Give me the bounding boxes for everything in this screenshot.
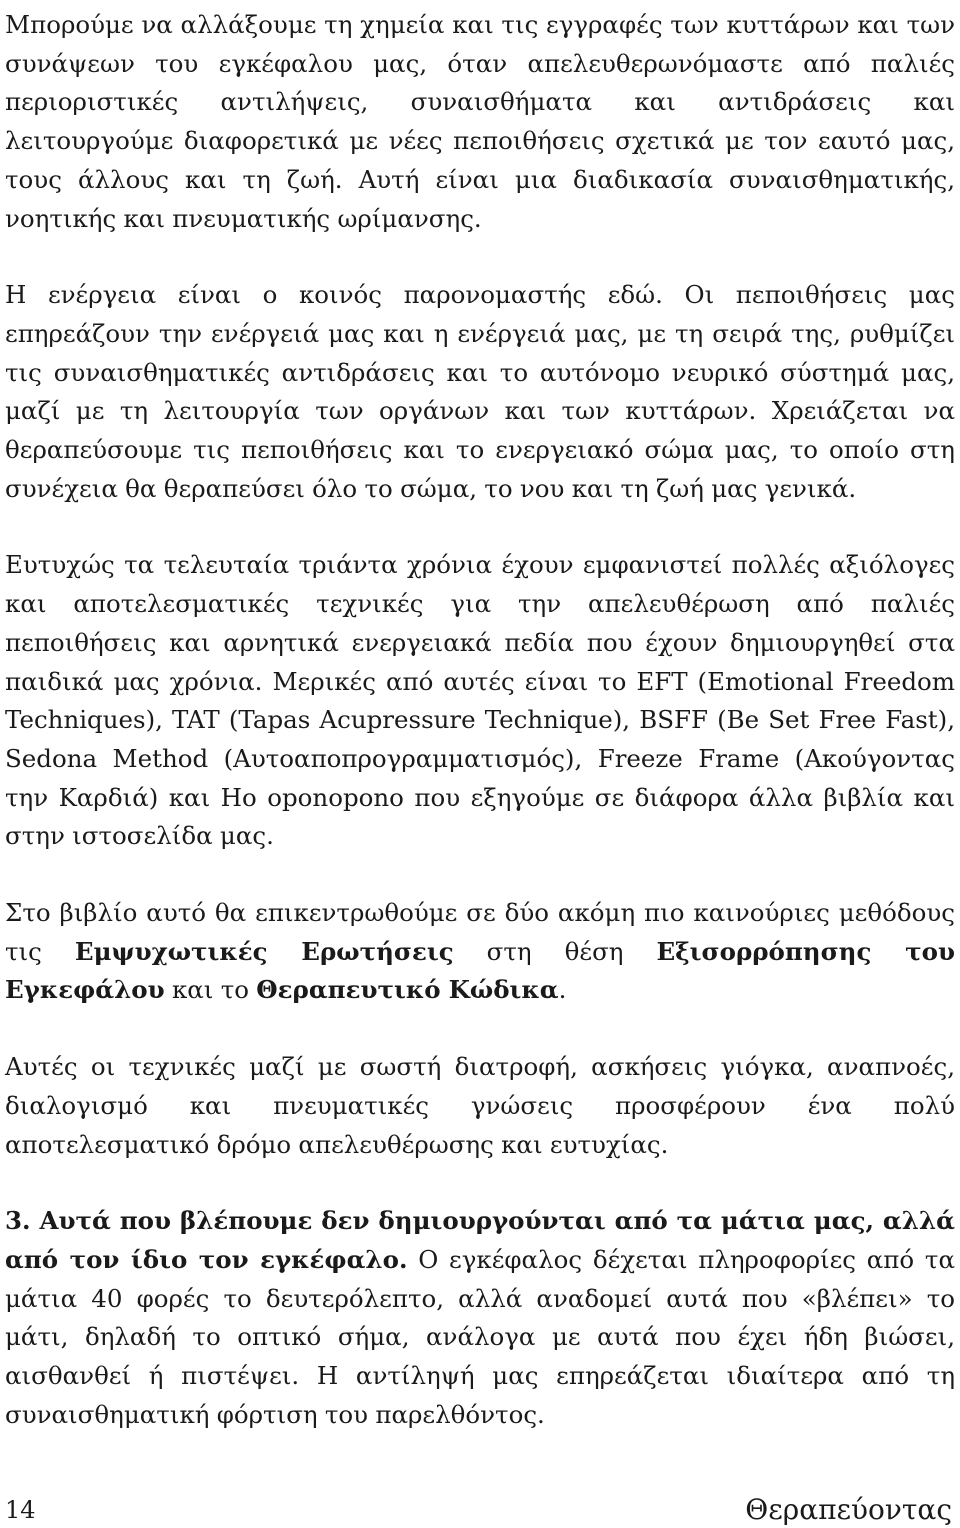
paragraph-6-text: Ο εγκέφαλος δέχεται πληροφορίες από τα μάτια 40 φορές το δευτερόλεπτο, αλλά αναδομεί αυτά που «βλέπει» το μάτι, δηλαδή το οπτικό σήμα, ανάλογα με αυτά που έχει ήδη βιώσει, αισθανθεί ή πιστέψει. Η αντίληψή μας επηρεάζεται ιδιαίτερα από τη συναισθηματική φόρτιση του παρελθόντος. <box>5 1244 955 1429</box>
paragraph-4-text-2: στη θέση <box>453 936 657 966</box>
paragraph-4-text-3: και το <box>164 975 257 1005</box>
paragraph-3: Ευτυχώς τα τελευταία τριάντα χρόνια έχουν εμφανιστεί πολλές αξιόλογες και αποτελεσματικές τεχνικές για την απελευθέρωση από παλιές πεποιθήσεις και αρνητικά ενεργειακά πεδία που έχουν δημιουργηθεί στα παιδικά μας χρόνια. Μερικές από αυτές είναι το EFT (Emotional Freedom Techniques), TAT (Tapas Acupressure Technique), BSFF (Be Set Free Fast), Sedona Method (Αυτοαποπρογραμματισμός), Freeze Frame (Ακούγοντας την Καρδιά) και Ho oponopono που εξηγούμε σε διάφορα άλλα βιβλία και στην ιστοσελίδα μας. <box>5 550 955 851</box>
paragraph-5: Αυτές οι τεχνικές μαζί με σωστή διατροφή, ασκήσεις γιόγκα, αναπνοές, διαλογισμό και πνευματικές γνώσεις προσφέρουν ένα πολύ αποτελεσματικό δρόμο απελευθέρωσης και ευτυχίας. <box>5 1052 955 1159</box>
bold-term-brain-balancing: Εξισορρόπησης του Εγκεφάλου <box>5 936 956 1005</box>
bold-term-emotional-questions: Εμψυχωτικές Ερωτήσεις <box>74 936 454 966</box>
paragraph-6 <box>5 1202 955 1434</box>
paragraph-1: Μπορούμε να αλλάξουμε τη χημεία και τις εγγραφές των κυττάρων και των συνάψεων του εγκέφαλου μας, όταν απελευθερωνόμαστε από παλιές περιοριστικές αντιλήψεις, συναισθήματα και αντιδράσεις και λειτουργούμε διαφορετικά με νέες πεποιθήσεις σχετικά με τον εαυτό μας, τους άλλους και τη ζωή. Αυτή είναι μια διαδικασία συναισθηματικής, νοητικής και πνευματικής ωρίμανσης. <box>5 10 955 233</box>
running-title: Θεραπεύοντας <box>745 1493 952 1526</box>
paragraph-4 <box>5 894 955 1010</box>
page-body <box>5 6 955 1435</box>
bold-term-healing-code: Θεραπευτικό Κώδικα <box>256 975 559 1005</box>
page-number: 14 <box>5 1496 36 1524</box>
paragraph-4-text-4: . <box>558 975 567 1005</box>
paragraph-4-text-1: Στο βιβλίο αυτό θα επικεντρωθούμε σε δύο ακόμη πιο καινούριες μεθόδους τις <box>5 898 955 966</box>
paragraph-2: Η ενέργεια είναι ο κοινός παρονομαστής εδώ. Οι πεποιθήσεις μας επηρεάζουν την ενέργειά μας και η ενέργειά μας, με τη σειρά της, ρυθμίζει τις συναισθηματικές αντιδράσεις και το αυτόνομο νευρικό σύστημά μας, μαζί με τη λειτουργία των οργάνων και των κυττάρων. Χρειάζεται να θεραπεύσουμε τις πεποιθήσεις και το ενεργειακό σώμα μας, το οποίο στη συνέχεια θα θεραπεύσει όλο το σώμα, το νου και τη ζωή μας γενικά. <box>5 280 955 503</box>
section-3-heading: 3. Αυτά που βλέπουμε δεν δημιουργούνται από τα μάτια μας, αλλά από τον ίδιο τον εγκέφαλο. <box>5 1206 955 1274</box>
